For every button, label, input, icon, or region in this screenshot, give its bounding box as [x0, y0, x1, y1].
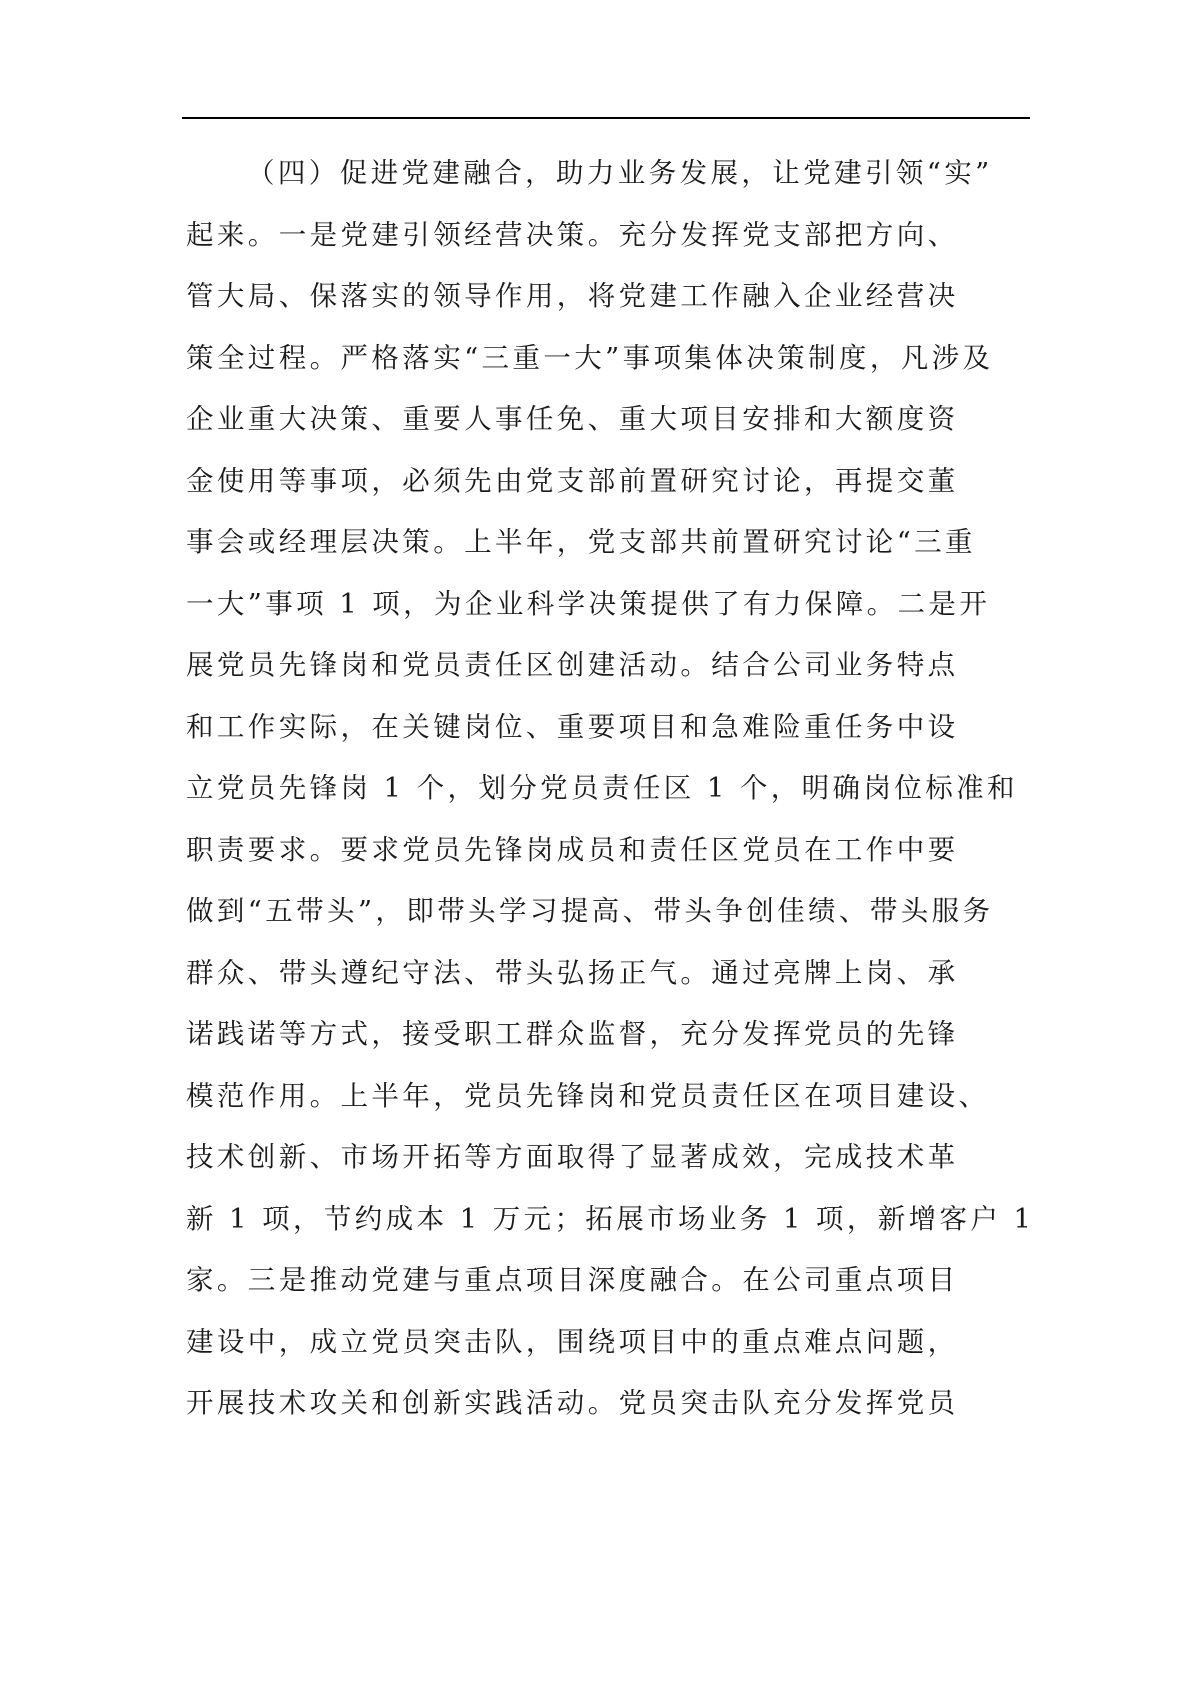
text-line: 建设中，成立党员突击队，围绕项目中的重点难点问题， — [186, 1325, 959, 1358]
text-line: 起来。一是党建引领经营决策。充分发挥党支部把方向、 — [186, 218, 959, 251]
text-line: 做到“五带头”，即带头学习提高、带头争创佳绩、带头服务 — [186, 895, 994, 927]
text-line: 诺践诺等方式，接受职工群众监督，充分发挥党员的先锋 — [186, 1018, 959, 1050]
text-line: 金使用等事项，必须先由党支部前置研究讨论，再提交董 — [186, 464, 959, 497]
text-line: 群众、带头遵纪守法、带头弘扬正气。通过亮牌上岗、承 — [186, 956, 959, 989]
text-line: 和工作实际，在关键岗位、重要项目和急难险重任务中设 — [186, 710, 959, 743]
text-line: 企业重大决策、重要人事任免、重大项目安排和大额度资 — [186, 403, 959, 435]
text-line: 模范作用。上半年，党员先锋岗和党员责任区在项目建设、 — [186, 1079, 990, 1112]
text-line: 技术创新、市场开拓等方面取得了显著成效，完成技术革 — [186, 1141, 959, 1173]
body-paragraph — [186, 143, 1066, 1435]
text-line: 家。三是推动党建与重点项目深度融合。在公司重点项目 — [186, 1264, 959, 1296]
header-rule — [182, 117, 1030, 119]
text-line: （四）促进党建融合，助力业务发展，让党建引领“实” — [247, 157, 993, 189]
text-line: 展党员先锋岗和党员责任区创建活动。结合公司业务特点 — [186, 649, 959, 681]
text-line: 一大”事项 1 项，为企业科学决策提供了有力保障。二是开 — [186, 587, 991, 620]
text-line: 事会或经理层决策。上半年，党支部共前置研究讨论“三重 — [186, 526, 976, 558]
text-line: 新 1 项，节约成本 1 万元；拓展市场业务 1 项，新增客户 1 — [186, 1202, 1035, 1235]
text-line: 立党员先锋岗 1 个，划分党员责任区 1 个，明确岗位标准和 — [186, 772, 1018, 804]
text-line: 管大局、保落实的领导作用，将党建工作融入企业经营决 — [186, 280, 959, 312]
text-line: 职责要求。要求党员先锋岗成员和责任区党员在工作中要 — [186, 833, 959, 866]
text-line: 策全过程。严格落实“三重一大”事项集体决策制度，凡涉及 — [186, 341, 994, 374]
text-line: 开展技术攻关和创新实践活动。党员突击队充分发挥党员 — [186, 1387, 959, 1419]
